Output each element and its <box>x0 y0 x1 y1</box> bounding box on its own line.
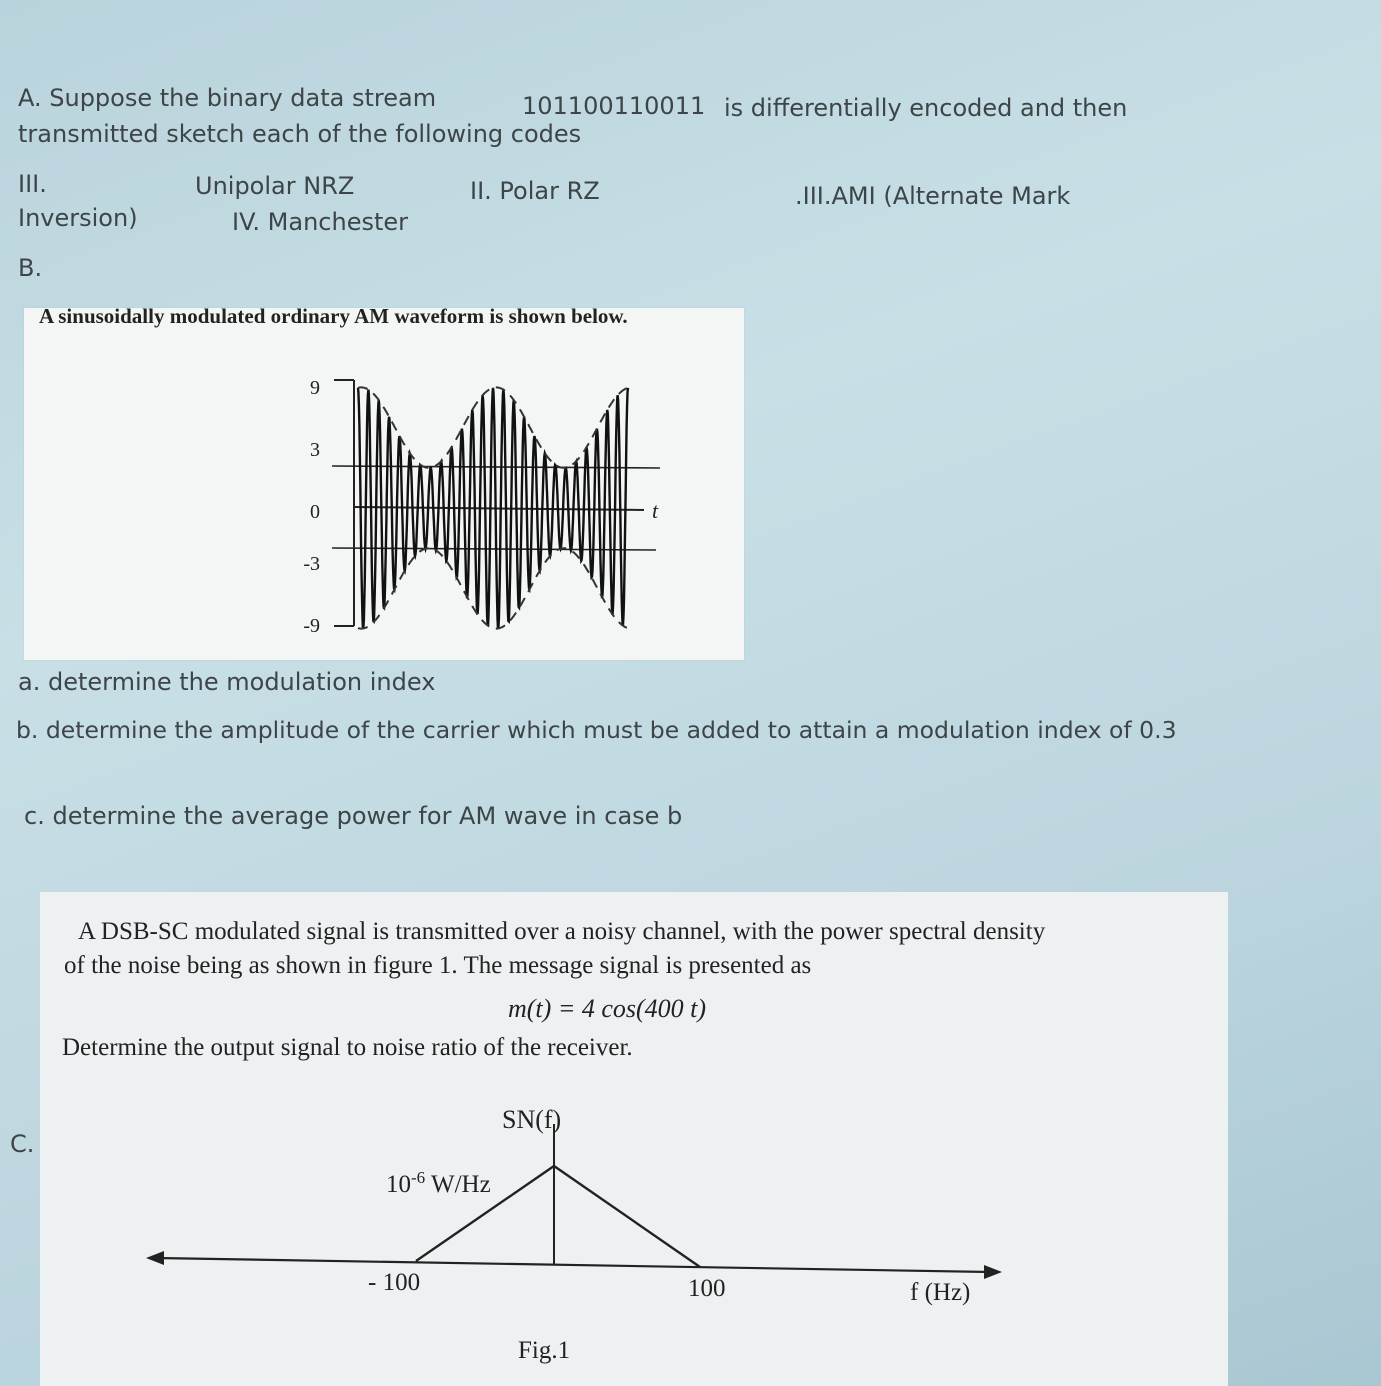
part-a-bitstream: 101100110011 <box>522 92 706 120</box>
part-c-question: Determine the output signal to noise ratio of the receiver. <box>62 1034 633 1061</box>
option-2-label: II. Polar RZ <box>470 177 600 205</box>
question-b-c: c. determine the average power for AM wave in case b <box>24 802 683 830</box>
f-axis-right-arrow <box>984 1265 1002 1279</box>
question-b-a: a. determine the modulation index <box>18 668 436 696</box>
part-b-label: B. <box>18 254 43 282</box>
figure-caption: Fig.1 <box>518 1337 571 1364</box>
part-c-text-line2: of the noise being as shown in figure 1. The message signal is presented as <box>64 952 812 979</box>
noise-psd-plot <box>40 892 1228 1386</box>
dsb-sc-problem-card <box>40 892 1228 1386</box>
y-tick-label: 3 <box>310 439 320 461</box>
option-3-continued: Inversion) <box>18 204 138 232</box>
part-a-line1-start: A. Suppose the binary data stream <box>18 84 437 112</box>
option-3-label: .III.AMI (Alternate Mark <box>795 182 1071 210</box>
y-tick-label: 0 <box>310 501 320 523</box>
lower-envelope <box>358 548 628 628</box>
y-tick-label: -3 <box>303 553 320 575</box>
x-tick-100: 100 <box>688 1275 726 1302</box>
part-c-label: C. <box>10 1130 35 1158</box>
f-axis-label: f (Hz) <box>910 1279 971 1306</box>
f-axis <box>156 1258 990 1272</box>
x-tick-neg-100: - 100 <box>368 1269 421 1296</box>
am-waveform-plot <box>24 308 744 660</box>
y-tick-label: 9 <box>310 377 320 399</box>
message-equation: m(t) = 4 cos(400 t) <box>508 994 707 1023</box>
t-axis-label: t <box>652 498 659 523</box>
y-tick-label: -9 <box>303 615 320 637</box>
option-1-label: Unipolar NRZ <box>195 172 355 200</box>
psd-label: SN(f) <box>502 1105 562 1134</box>
psd-peak-label: $10^{-6}$ W/Hz <box>386 1168 491 1198</box>
ref-line-minus3 <box>332 548 656 550</box>
part-a-line2: transmitted sketch each of the following codes <box>18 120 582 148</box>
am-waveform-figure <box>24 304 744 660</box>
option-4-label: IV. Manchester <box>232 208 409 236</box>
part-a-line1-end: is differentially encoded and then <box>724 94 1128 122</box>
part-c-text-line1: A DSB-SC modulated signal is transmitted over a noisy channel, with the power spectral density <box>78 918 1046 945</box>
question-b-b: b. determine the amplitude of the carrier which must be added to attain a modulation index of 0.3 <box>16 716 1177 744</box>
waveform-caption: A sinusoidally modulated ordinary AM waveform is shown below. <box>39 304 628 328</box>
f-axis-left-arrow <box>146 1251 164 1265</box>
option-1-number: III. <box>18 170 47 198</box>
